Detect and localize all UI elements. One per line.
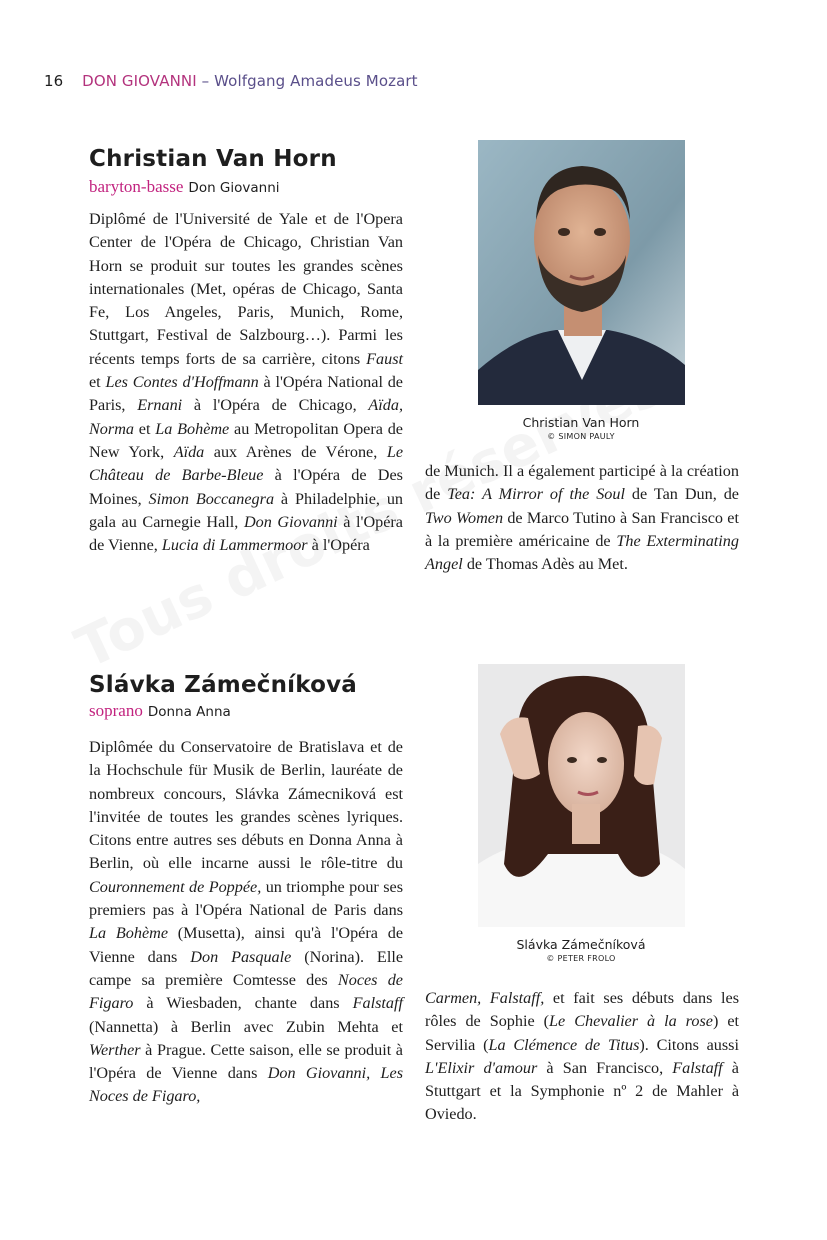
biography-column-left <box>89 736 403 1109</box>
caption-name: Slávka Zámečníková <box>516 937 646 952</box>
portrait-photo <box>478 664 685 927</box>
biography-column-left <box>89 208 403 557</box>
artist-name: Christian Van Horn <box>89 146 337 172</box>
caption-name: Christian Van Horn <box>522 415 640 430</box>
portrait-man-image <box>478 140 685 405</box>
artist-section-zamecnikova <box>0 664 827 1144</box>
composer-name: Wolfgang Amadeus Mozart <box>214 72 418 90</box>
running-header <box>44 72 418 90</box>
header-separator: – <box>201 72 210 90</box>
photo-credit: © SIMON PAULY <box>547 432 615 441</box>
biography-paragraph-continued: Carmen, Falstaff, et fait ses débuts dans les rôles de Sophie (Le Chevalier à la rose) et Servilia (La Clémence de Titus). Citons aussi L'Elixir d'amour à San Francisco, Falstaff à Stuttgart et la Symphonie nº 2 de Mahler à Oviedo. <box>425 989 740 1124</box>
role-line <box>89 701 231 721</box>
role-name: Don Giovanni <box>188 180 280 196</box>
voice-type: baryton-basse <box>89 177 184 196</box>
biography-paragraph-continued: de Munich. Il a également participé à la création de Tea: A Mirror of the Soul de Tan Dun, de Two Women de Marco Tutino à San Francisco et à la première américaine de The Exterminating Angel de Thomas Adès au Met. <box>425 462 739 574</box>
biography-paragraph: Diplômée du Conservatoire de Bratislava et de la Hochschule für Musik de Berlin, lauréate de nombreux concours, Slávka Zámecniková est l'invitée de toutes les grandes scènes lyriques. Citons entre autres ses débuts en Donna Anna à Berlin, où elle incarne aussi le rôle-titre du Couronnement de Poppée, un triomphe pour ses premiers pas à l'Opéra National de Paris dans La Bohème (Musetta), ainsi qu'à l'Opéra de Vienne dans Don Pasquale (Norina). Elle campe sa première Comtesse des Noces de Figaro à Wiesbaden, chante dans Falstaff (Nannetta) à Berlin avec Zubin Mehta et Werther à Prague. Cette saison, elle se produit à l'Opéra de Vienne dans Don Giovanni, Les Noces de Figaro, <box>89 738 404 1106</box>
photo-caption <box>430 937 732 963</box>
photo-caption <box>430 415 732 441</box>
portrait-woman-image <box>478 664 685 927</box>
opera-title: DON GIOVANNI <box>82 72 197 90</box>
voice-type: soprano <box>89 701 143 720</box>
biography-column-right <box>425 987 739 1127</box>
page-number: 16 <box>44 72 64 90</box>
artist-section-van-horn <box>0 140 827 620</box>
artist-name: Slávka Zámečníková <box>89 672 358 698</box>
biography-column-right <box>425 460 739 576</box>
portrait-photo <box>478 140 685 405</box>
role-name: Donna Anna <box>147 704 231 720</box>
photo-credit: © PETER FROLO <box>546 954 616 963</box>
biography-paragraph: Diplômé de l'Université de Yale et de l'Opera Center de l'Opéra de Chicago, Christian Van Horn se produit sur toutes les grandes scènes internationales (Met, opéras de Chicago, Santa Fe, Los Angeles, Paris, Munich, Rome, Stuttgart, Festival de Salzbourg…). Parmi les récents temps forts de sa carrière, citons Faust et Les Contes d'Hoffmann à l'Opéra National de Paris, Ernani à l'Opéra de Chicago, Aïda, Norma et La Bohème au Metropolitan Opera de New York, Aïda aux Arènes de Vérone, Le Château de Barbe-Bleue à l'Opéra de Des Moines, Simon Boccanegra à Philadelphie, un gala au Carnegie Hall, Don Giovanni à l'Opéra de Vienne, Lucia di Lammermoor à l'Opéra <box>89 210 404 555</box>
role-line <box>89 177 280 197</box>
